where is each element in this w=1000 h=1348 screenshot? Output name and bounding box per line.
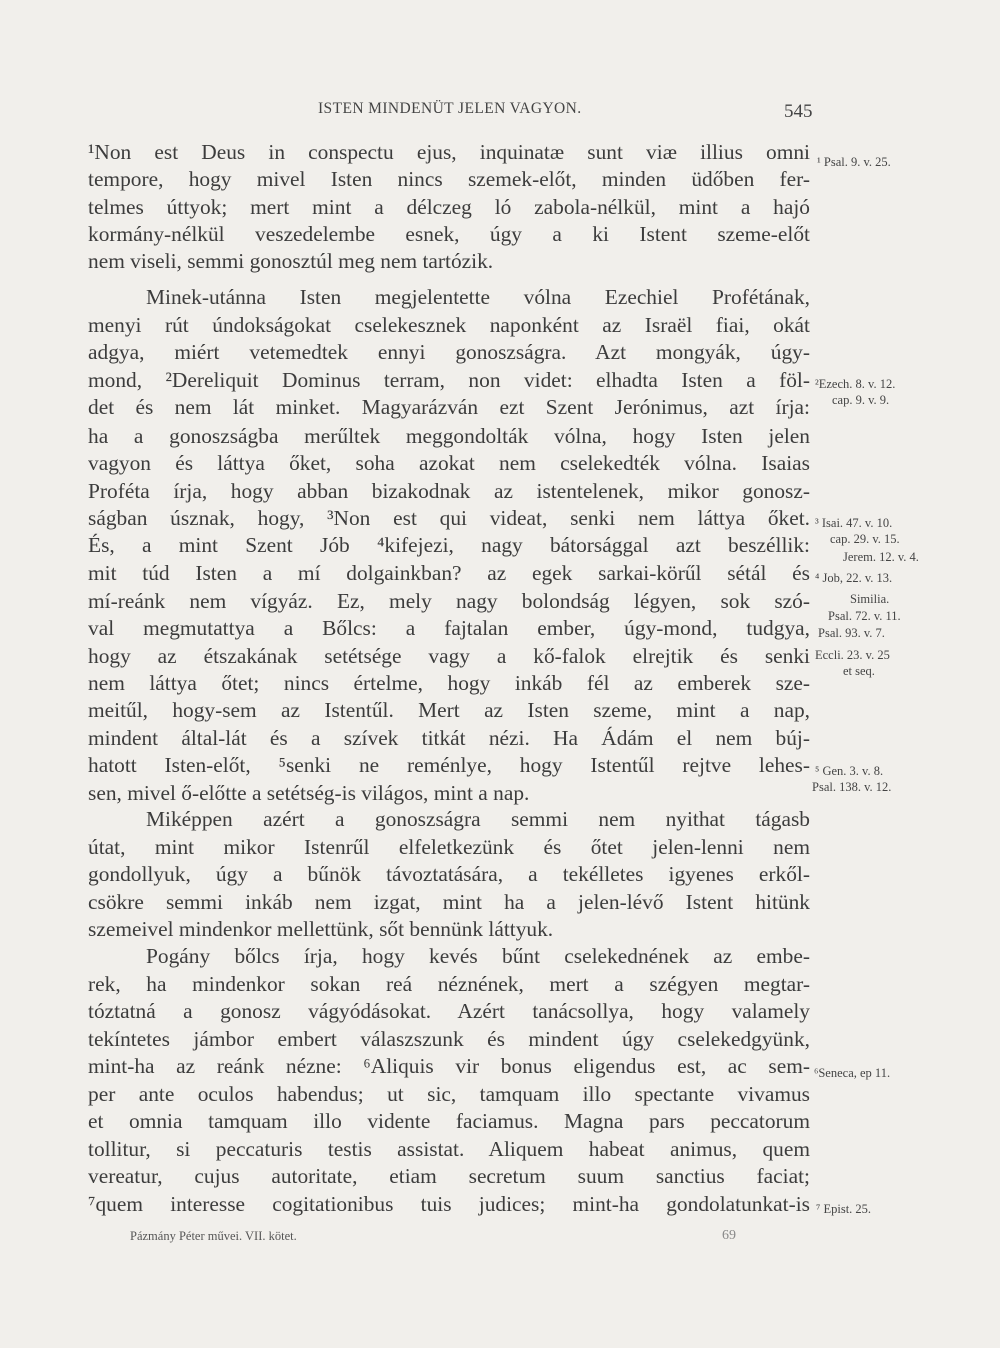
margin-reference: ⁶Seneca, ep 11. [814,1066,891,1080]
margin-reference: ⁵ Gen. 3. v. 8. [815,764,884,778]
margin-reference: et seq. [843,664,875,678]
text-line: hogy az étszakának setétsége vagy a kő-falok elrejtik és senki [88,644,810,668]
text-line: mit túd Isten a mí dolgainkban? az egek sarkai-körűl sétál és [88,561,810,585]
text-line: És, a mint Szent Jób ⁴kifejezi, nagy bátorsággal azt beszéllik: [88,533,810,557]
text-line: tollitur, si peccaturis testis assistat. Aliquem habeat animus, quem [88,1137,810,1161]
text-line: sen, mivel ő-előtte a setétség-is világos, mint a nap. [88,781,530,805]
text-line: ⁷quem interesse cogitationibus tuis judices; mint-ha gondolatunkat-is [88,1192,810,1216]
text-line: rek, ha mindenkor sokan reá néznének, mert a szégyen megtar- [88,972,810,996]
text-line: vagyon és láttya őket, soha azokat nem cselekedték vólna. Isaias [88,451,810,475]
margin-reference: Psal. 93. v. 7. [818,626,885,640]
text-line: kormány-nélkül veszedelembe esnek, úgy a ki Istent szeme-előt [88,222,810,246]
text-line: hatott Isten-előt, ⁵senki ne reménlye, hogy Istentűl rejtve lehes- [88,753,810,777]
text-line: telmes úttyok; mert mint a délczeg ló zabola-nélkül, mint a hajó [88,195,810,219]
margin-reference: Psal. 72. v. 11. [828,609,901,623]
margin-reference: ²Ezech. 8. v. 12. [815,377,896,391]
text-line: nem láttya őtet; nincs értelme, hogy inkáb fél az emberek sze- [88,671,810,695]
margin-reference: ¹ Psal. 9. v. 25. [817,155,891,169]
text-line: ha a gonoszságba merűltek meggondolták vólna, hogy Isten jelen [88,424,810,448]
text-line: det és nem lát minket. Magyarázván ezt Szent Jerónimus, azt írja: [88,395,810,419]
text-line: útat, mint mikor Istenrűl elfeletkezünk és őtet jelen-lenni nem [88,835,810,859]
text-line: csökre semmi inkáb nem izgat, mint ha a jelen-lévő Istent hitünk [88,890,810,914]
footer-imprint: Pázmány Péter művei. VII. kötet. [130,1229,297,1243]
text-line: ságban úsznak, hogy, ³Non est qui videat, senki nem láttya őket. [88,506,810,530]
text-line: val megmutattya a Bőlcs: a fajtalan ember, úgy-mond, tudgya, [88,616,810,640]
text-line: mond, ²Dereliquit Dominus terram, non videt: elhadta Isten a föl- [88,368,810,392]
margin-reference: ³ Isai. 47. v. 10. [815,516,893,530]
text-line: szemeivel mindenkor mellettünk, sőt bennünk láttyuk. [88,917,554,941]
page-number: 545 [784,101,813,122]
text-line: tempore, hogy mivel Isten nincs szemek-előt, minden üdőben fer- [88,167,810,191]
text-line: meitűl, hogy-sem az Istentűl. Mert az Isten szeme, mint a nap, [88,698,810,722]
margin-reference: ⁷ Epist. 25. [816,1202,872,1216]
text-line: vereatur, cujus autoritate, etiam secretum suum sanctius faciat; [88,1164,810,1188]
text-line: per ante oculos habendus; ut sic, tamquam illo spectante vivamus [88,1082,810,1106]
running-head: ISTEN MINDENÜT JELEN VAGYON. [318,100,582,117]
text-line: ¹Non est Deus in conspectu ejus, inquinatæ sunt viæ illius omni [88,140,810,164]
margin-reference: Eccli. 23. v. 25 [815,648,890,662]
margin-reference: Jerem. 12. v. 4. [843,550,919,564]
text-line: mí-reánk nem vígyáz. Ez, mely nagy bolondság légyen, sok szó- [88,589,810,613]
text-line: Proféta írja, hogy abban bizakodnak az istentelenek, mikor gonosz- [88,479,810,503]
text-line: tóztatná a gonosz vágyódásokat. Azért tanácsollya, hogy valamely [88,999,810,1023]
signature-mark: 69 [722,1228,736,1243]
text-line: adgya, miért vetemedtek ennyi gonoszságra. Azt mongyák, úgy- [88,340,810,364]
text-line: gondollyuk, úgy a bűnök távoztatására, a tekélletes igyenes erkől- [88,862,810,886]
text-line: menyi rút úndokságokat cselekesznek naponként az Israël fiai, okát [88,313,810,337]
text-line: mint-ha az reánk nézne: ⁶Aliquis vir bonus eligendus est, ac sem- [88,1054,810,1078]
margin-reference: Similia. [850,592,890,606]
text-line: tekíntetes jámbor embert válaszszunk és mindent úgy cselekedgyünk, [88,1027,810,1051]
margin-reference: Psal. 138. v. 12. [812,780,892,794]
text-line: nem viseli, semmi gonosztúl meg nem tartózik. [88,249,494,273]
text-line: Minek-utánna Isten megjelentette vólna Ezechiel Profétának, [146,285,810,309]
text-line: Pogány bőlcs írja, hogy kevés bűnt cselekednének az embe- [146,944,810,968]
text-line: mindent által-lát és a szívek titkát nézi. Ha Ádám el nem búj- [88,726,810,750]
margin-reference: ⁴ Job, 22. v. 13. [815,571,893,585]
margin-reference: cap. 9. v. 9. [832,393,890,407]
margin-reference: cap. 29. v. 15. [830,532,900,546]
text-line: et omnia tamquam illo vidente faciamus. Magna pars peccatorum [88,1109,810,1133]
text-line: Miképpen azért a gonoszságra semmi nem nyithat tágasb [146,807,810,831]
